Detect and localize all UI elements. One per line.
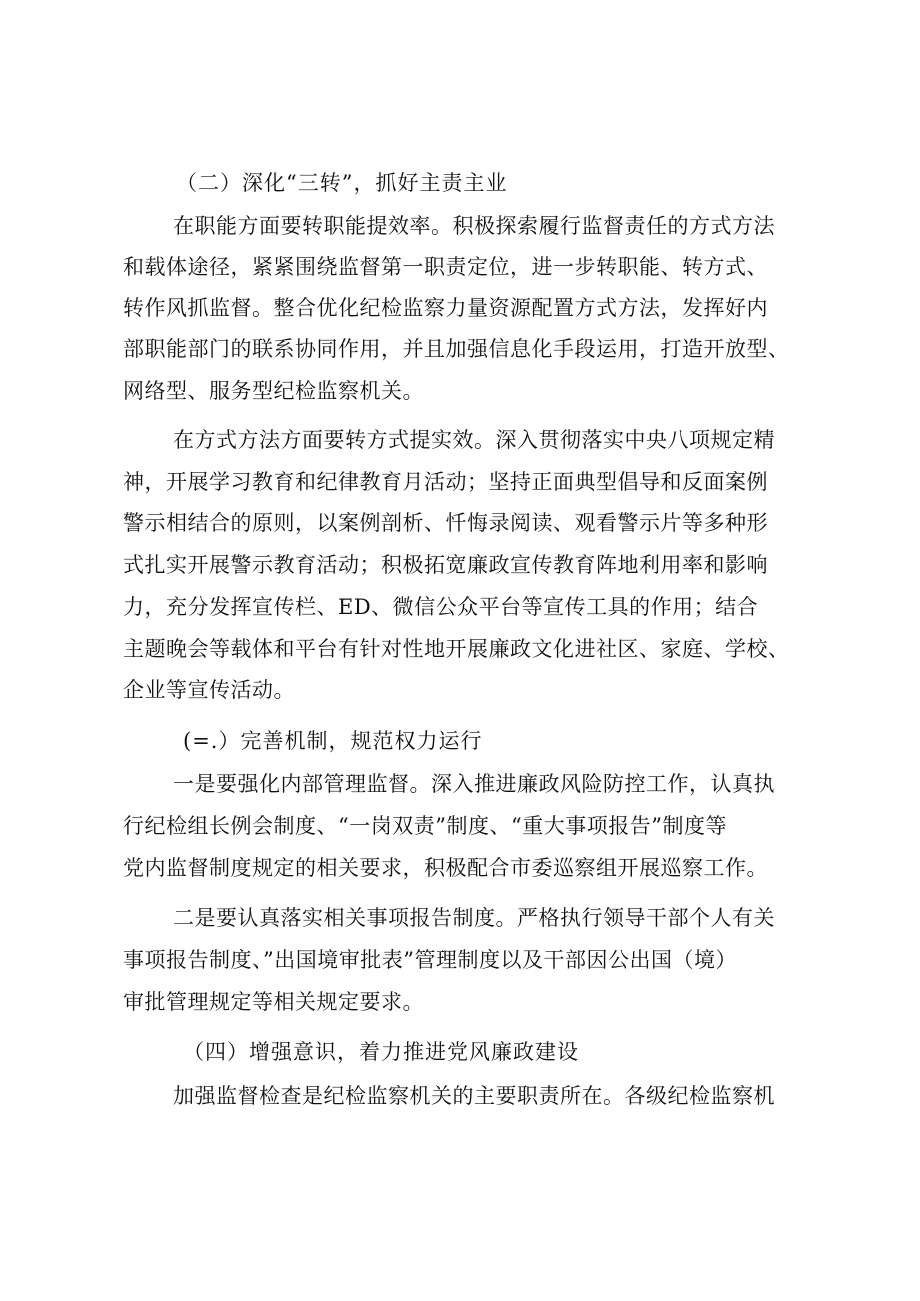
paragraph-line: 事项报告制度、”出国境审批表”管理制度以及干部因公出国（境）: [123, 948, 737, 972]
section-heading-3: (=.）完善机制，规范权力运行: [183, 729, 483, 753]
paragraph-line: 在方式方法方面要转方式提实效。深入贯彻落实中央八项规定精: [173, 428, 775, 452]
paragraph-line: 网络型、服务型纪检监察机关。: [123, 379, 424, 403]
paragraph-line: 和载体途径，紧紧围绕监督第一职责定位，进一步转职能、转方式、: [123, 255, 768, 279]
paragraph-line: 党内监督制度规定的相关要求，积极配合市委巡察组开展巡察工作。: [123, 856, 768, 880]
paragraph-line: 一是要强化内部管理监督。深入推进廉政风险防控工作，认真执: [173, 772, 775, 796]
paragraph-line: 神，开展学习教育和纪律教育月活动；坚持正面典型倡导和反面案例: [123, 470, 768, 494]
paragraph-line: 二是要认真落实相关事项报告制度。严格执行领导干部个人有关: [173, 906, 775, 930]
section-heading-4: （四）增强意识，着力推进党风廉政建设: [183, 1040, 579, 1064]
paragraph-line: 部职能部门的联系协同作用，并且加强信息化手段运用，打造开放型、: [123, 337, 790, 361]
section-heading-2: （二）深化“三转”，抓好主责主业: [176, 171, 508, 195]
paragraph-line: 警示相结合的原则，以案例剖析、忏悔录阅读、观看警示片等多种形: [123, 511, 768, 535]
paragraph-line: 行纪检组长例会制度、“一岗双责”制度、“重大事项报告”制度等: [123, 814, 727, 838]
paragraph-line: 审批管理规定等相关规定要求。: [123, 990, 424, 1014]
paragraph-line: 主题晚会等载体和平台有针对性地开展廉政文化进社区、家庭、学校、: [123, 637, 790, 661]
paragraph-line: 在职能方面要转职能提效率。积极探索履行监督责任的方式方法: [173, 214, 775, 238]
paragraph-line: 式扎实开展警示教育活动；积极拓宽廉政宣传教育阵地利用率和影响: [123, 553, 768, 577]
paragraph-line: 力，充分发挥宣传栏、ED、微信公众平台等宣传工具的作用；结合: [123, 595, 759, 619]
paragraph-line: 企业等宣传活动。: [123, 678, 295, 702]
paragraph-line: 加强监督检查是纪检监察机关的主要职责所在。各级纪检监察机: [173, 1084, 775, 1108]
paragraph-line: 转作风抓监督。整合优化纪检监察力量资源配置方式方法，发挥好内: [123, 296, 768, 320]
